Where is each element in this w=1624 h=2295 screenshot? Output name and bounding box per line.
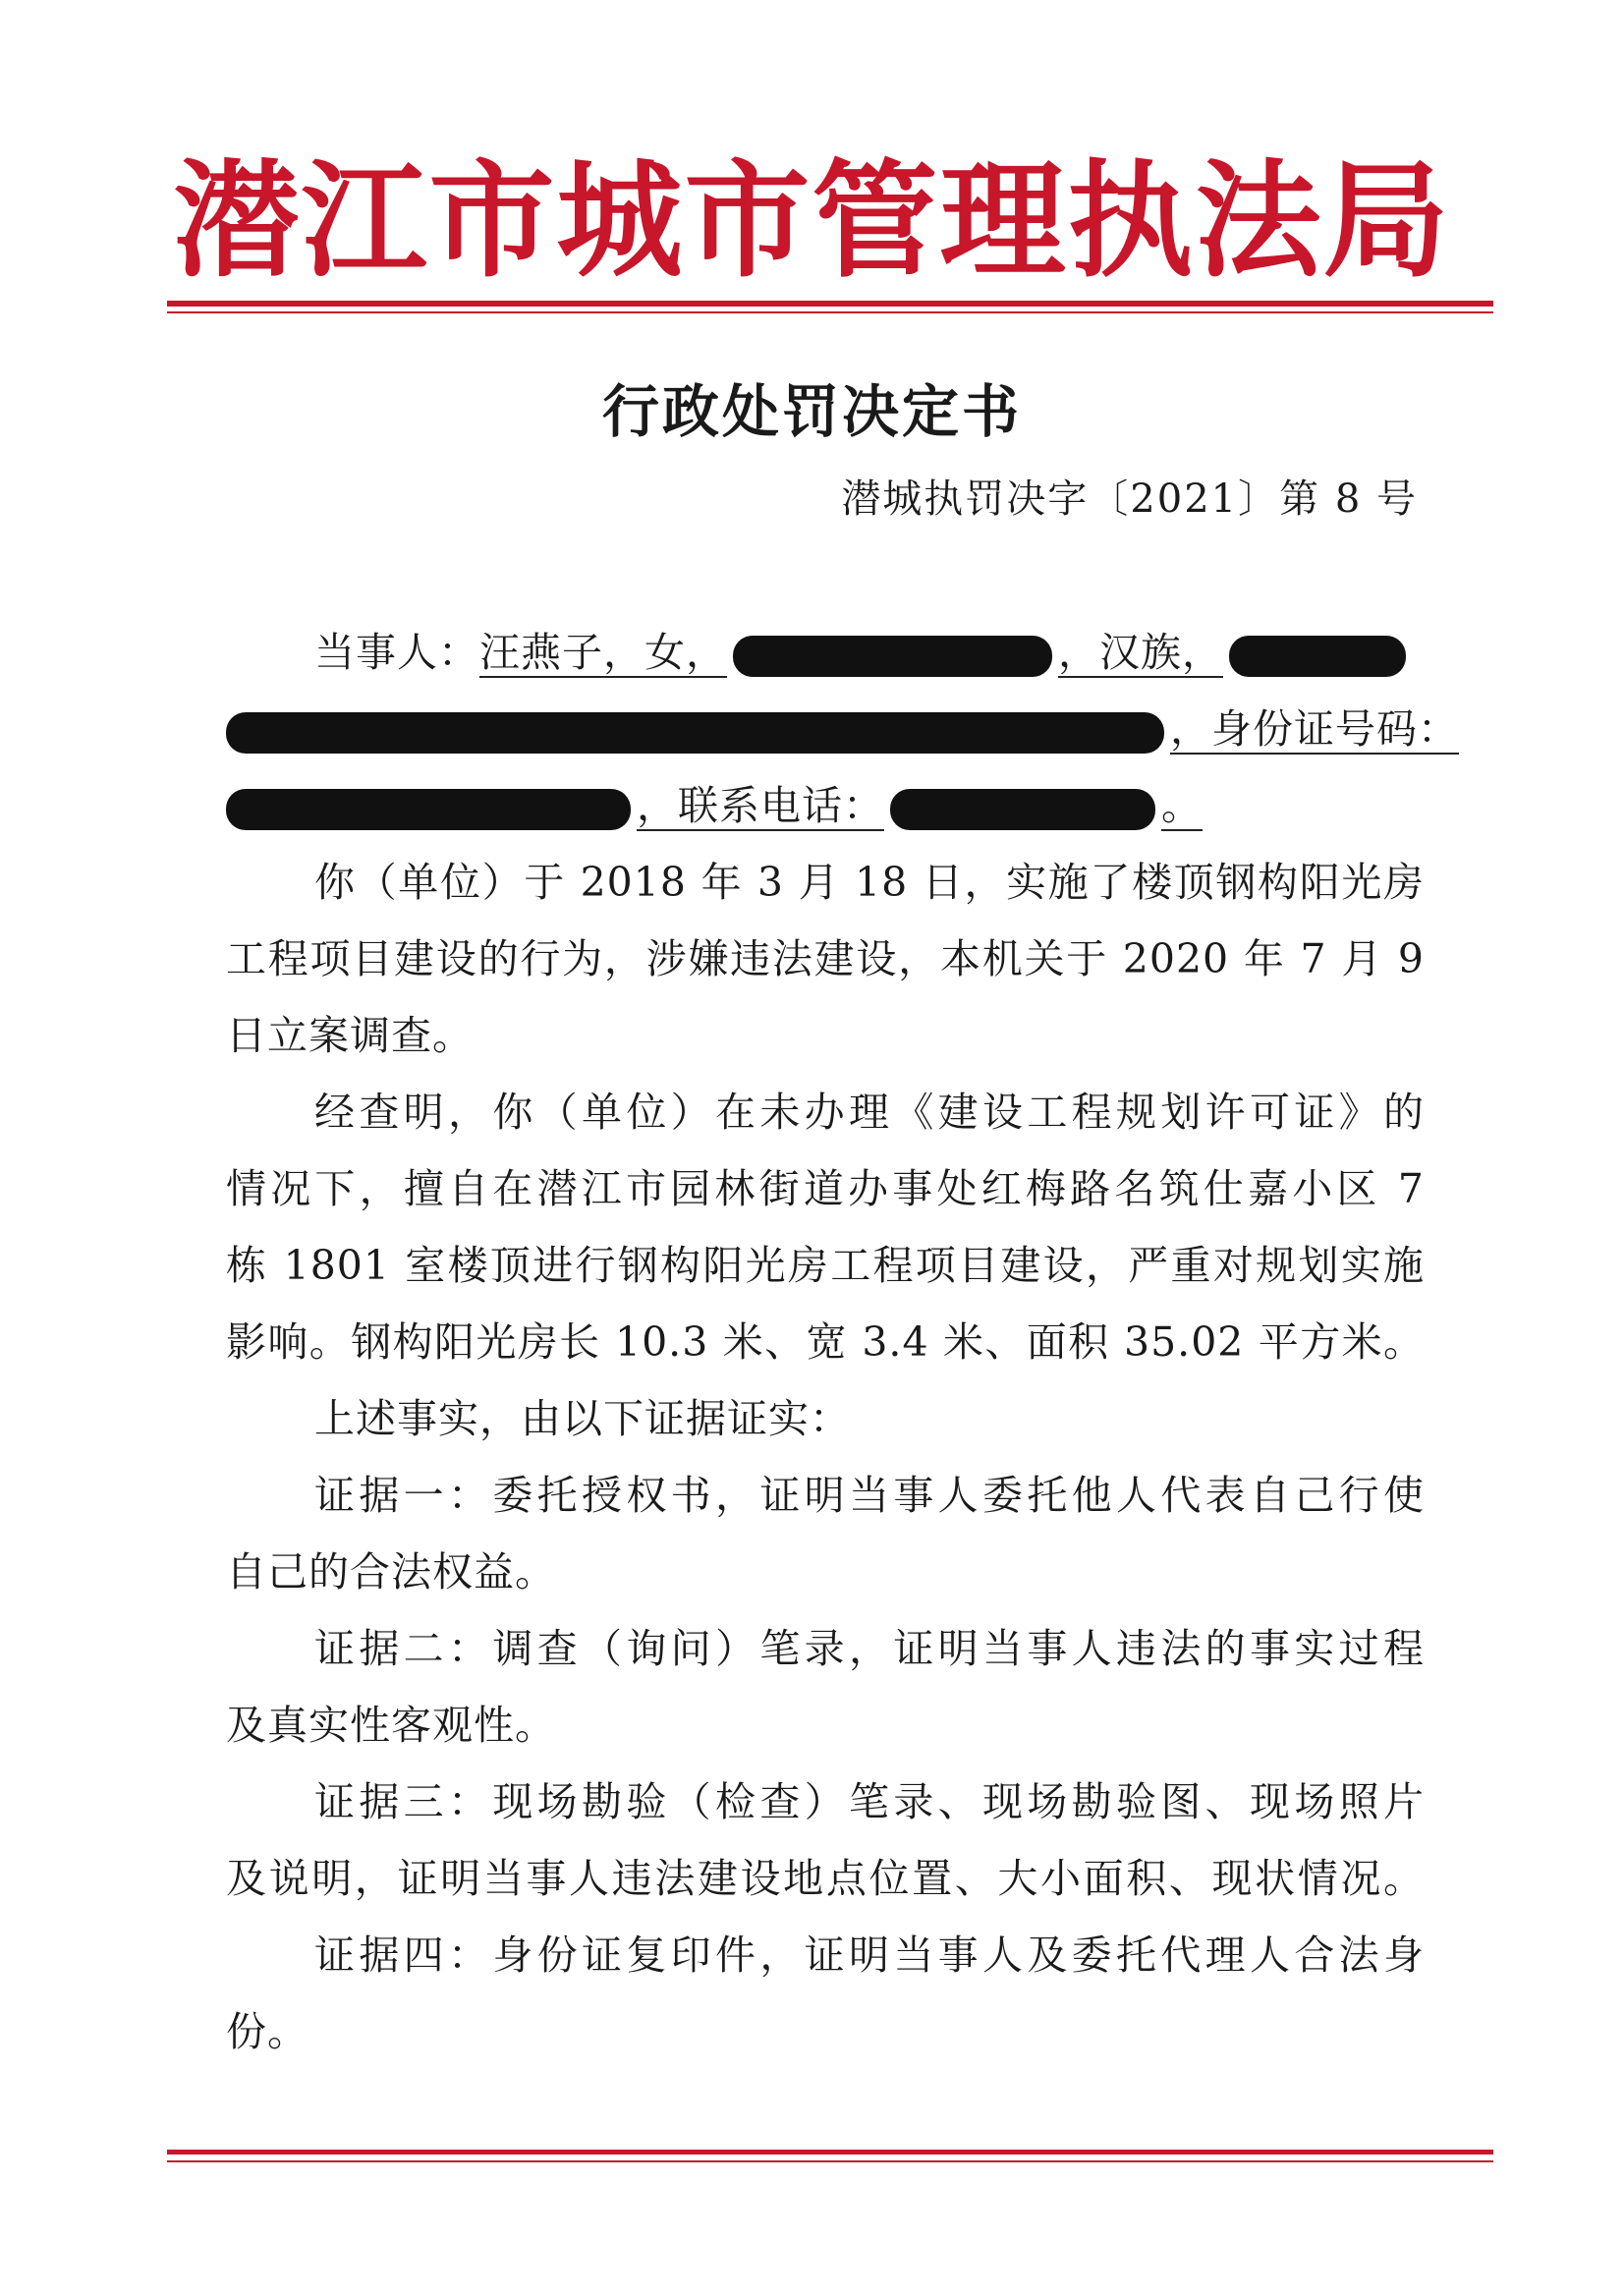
body-line: 日立案调查。 — [226, 1012, 474, 1059]
party-line-1 — [226, 623, 1425, 682]
redacted-phone — [890, 789, 1155, 830]
body-line: 栋 1801 室楼顶进行钢构阳光房工程项目建设，严重对规划实施 — [226, 1242, 1425, 1289]
redacted-address — [226, 712, 1164, 754]
footer-rule-thick — [167, 2150, 1493, 2155]
header-rule-thin — [167, 311, 1493, 313]
party-ethnicity: ，汉族， — [1058, 629, 1223, 676]
header-rule-thick — [167, 301, 1493, 307]
body-line: 影响。钢构阳光房长 10.3 米、宽 3.4 米、面积 35.02 平方米。 — [226, 1318, 1425, 1366]
party-line-2 — [226, 700, 1459, 758]
evidence-1-line: 证据一：委托授权书，证明当事人委托他人代表自己行使 — [314, 1472, 1425, 1519]
body-line: 上述事实，由以下证据证实： — [314, 1395, 851, 1442]
evidence-1-line: 自己的合法权益。 — [226, 1548, 556, 1595]
body-line: 经查明，你（单位）在未办理《建设工程规划许可证》的 — [314, 1089, 1425, 1136]
evidence-2-line: 证据二：调查（询问）笔录，证明当事人违法的事实过程 — [314, 1625, 1425, 1672]
redacted-birthdate — [733, 636, 1052, 677]
evidence-4-line: 份。 — [226, 2008, 308, 2055]
party-prefix: 当事人： — [314, 629, 479, 676]
document-title: 行政处罚决定书 — [601, 378, 1022, 445]
evidence-3-line: 证据三：现场勘验（检查）笔录、现场勘验图、现场照片 — [314, 1778, 1425, 1825]
party-name-gender: 汪燕子，女， — [479, 629, 727, 676]
agency-masthead: 潜江市城市管理执法局 — [173, 147, 1451, 295]
party-line-3 — [226, 776, 1425, 835]
party-phone-label: ，联系电话： — [637, 782, 884, 829]
evidence-2-line: 及真实性客观性。 — [226, 1702, 556, 1749]
redacted-id-number — [226, 789, 631, 830]
redacted-address-start — [1229, 636, 1406, 677]
party-id-label: ，身份证号码： — [1170, 705, 1459, 753]
evidence-3-line: 及说明，证明当事人违法建设地点位置、大小面积、现状情况。 — [226, 1855, 1425, 1902]
body-line: 你（单位）于 2018 年 3 月 18 日，实施了楼顶钢构阳光房 — [314, 859, 1425, 906]
party-end: 。 — [1161, 782, 1203, 829]
footer-rule-thin — [167, 2160, 1493, 2162]
evidence-4-line: 证据四：身份证复印件，证明当事人及委托代理人合法身 — [314, 1931, 1425, 1979]
body-line: 情况下，擅自在潜江市园林街道办事处红梅路名筑仕嘉小区 7 — [226, 1165, 1425, 1212]
document-number: 潜城执罚决字〔2021〕第 8 号 — [841, 476, 1418, 522]
body-line: 工程项目建设的行为，涉嫌违法建设，本机关于 2020 年 7 月 9 — [226, 935, 1425, 982]
